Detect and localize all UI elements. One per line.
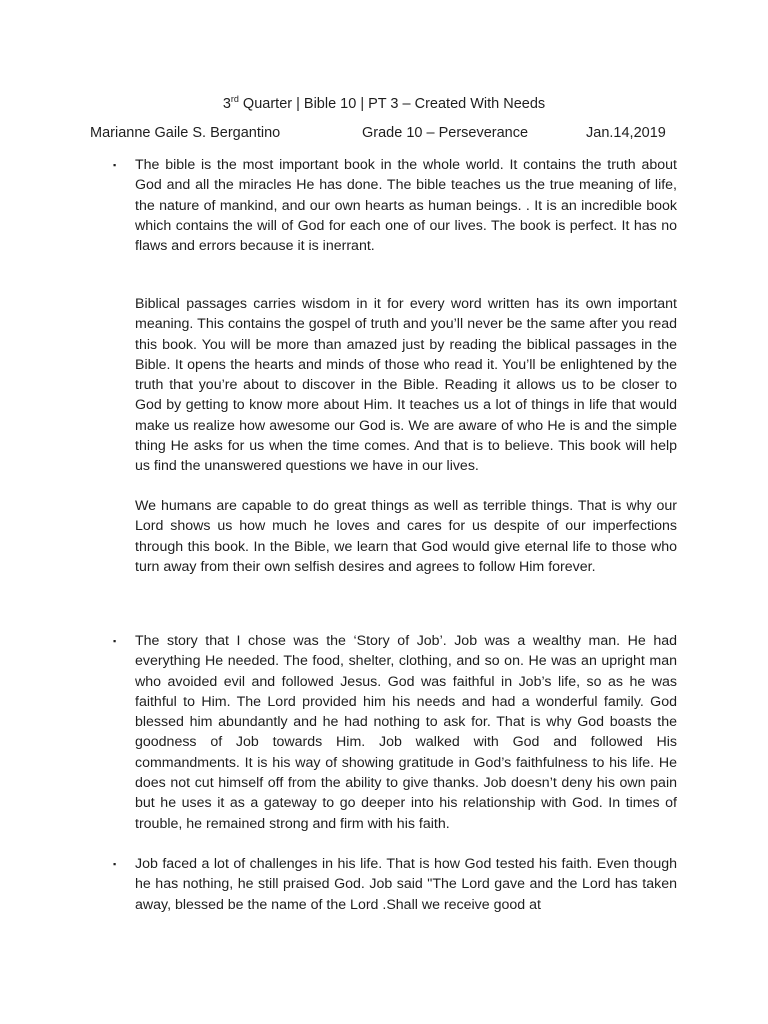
document-date: Jan.14,2019	[586, 125, 666, 141]
page-title: 3rd Quarter | Bible 10 | PT 3 – Created With Needs	[222, 94, 546, 112]
paragraph-5: Job faced a lot of challenges in his life. That is how God tested his faith. Even though he has nothing, he still praised God. Job said "The Lord gave and the Lord has taken away, blessed be the name of the Lord .Shall we receive good at	[135, 856, 677, 913]
bullet-2: ▪	[113, 636, 117, 646]
grade-section: Grade 10 – Perseverance	[362, 125, 529, 141]
paragraph-4: The story that I chose was the ‘Story of Job’. Job was a wealthy man. He had everything He needed. The food, shelter, clothing, and so on. He was an upright man who avoided evil and followed Jesus. God was faithful in Job’s life, so as he was faithful to Him. The Lord provided him his needs and had a wonderful family. God blessed him abundantly and he had nothing to ask for. That is why God boasts the goodness of Job towards Him. Job walked with God and followed His commandments. It is his way of showing gratitude in God’s faithfulness to his life. He does not cut himself off from the ability to give thanks. Job doesn’t deny his own pain but he uses it as a gateway to go deeper into his relationship with God. In times of trouble, he remained strong and firm with his faith.	[135, 633, 677, 832]
paragraph-3: We humans are capable to do great things as well as terrible things. That is why our Lord shows us how much he loves and cares for us despite of our imperfections through this book. In the Bible, we learn that God would give eternal life to those who turn away from their own selfish desires and agrees to follow Him forever.	[135, 498, 677, 575]
bullet-1: ▪	[113, 160, 117, 170]
paragraph-1: The bible is the most important book in the whole world. It contains the truth about God and all the miracles He has done. The bible teaches us the true meaning of life, the nature of mankind, and our own hearts as human beings. . It is an incredible book which contains the will of God for each one of our lives. The book is perfect. It has no flaws and errors because it is inerrant.	[135, 157, 677, 255]
paragraph-2: Biblical passages carries wisdom in it for every word written has its own important meaning. This contains the gospel of truth and you’ll never be the same after you read this book. You will be more than amazed just by reading the biblical passages in the Bible. It opens the hearts and minds of those who read it. You’ll be enlightened by the truth that you’re about to discover in the Bible. Reading it allows us to be closer to God by getting to know more about Him. It teaches us a lot of things in life that would make us realize how awesome our God is. We are aware of who He is and the simple thing He asks for us when the time comes. And that is to believe. This book will help us find the unanswered questions we have in our lives.	[135, 296, 677, 475]
bullet-3: ▪	[113, 859, 117, 869]
author-name: Marianne Gaile S. Bergantino	[90, 125, 281, 141]
